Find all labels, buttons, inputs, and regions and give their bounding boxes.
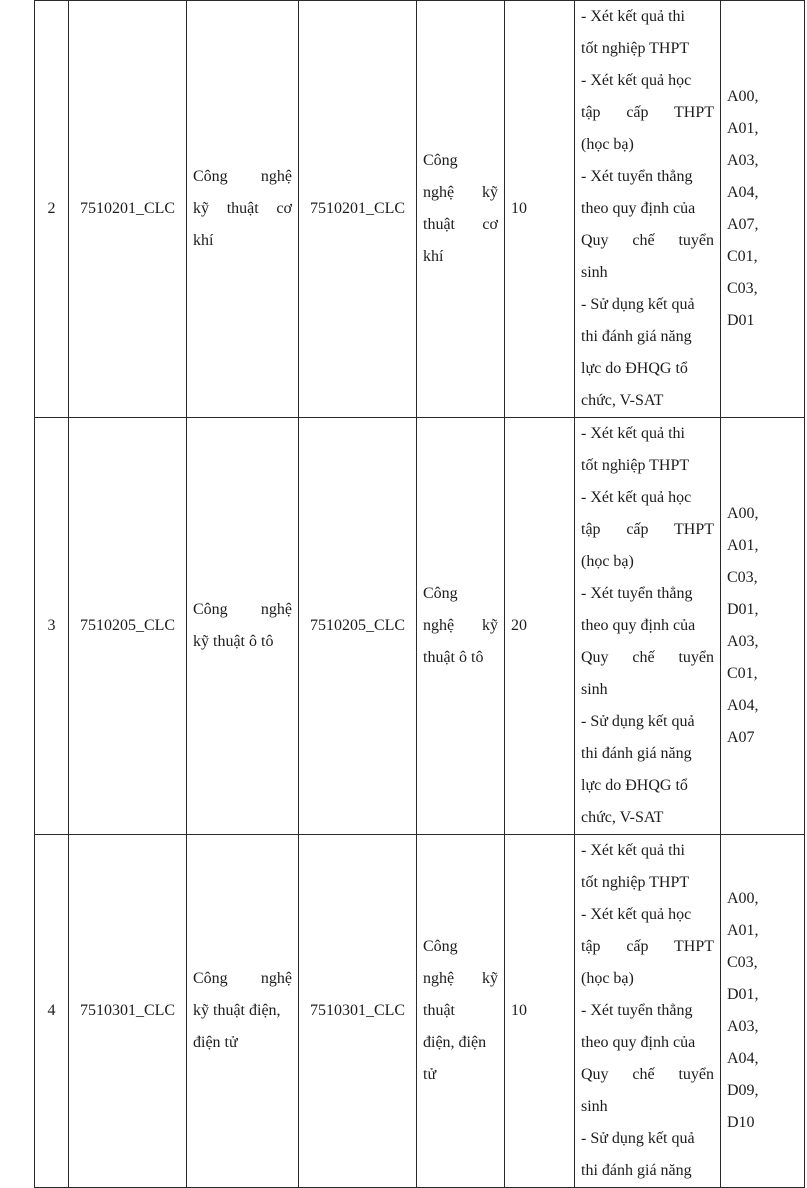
subject-combinations-cell-line: A03,	[727, 1018, 759, 1035]
admission-methods-cell-line: (học bạ)	[581, 136, 634, 153]
major-name-cell-line: kỹ thuật cơ	[193, 200, 292, 217]
admission-methods-cell-line: sinh	[581, 681, 608, 698]
program-name-cell-line: khí	[423, 248, 444, 265]
program-name-cell	[417, 835, 505, 1188]
admission-methods-cell-line: tập cấp THPT	[581, 104, 714, 121]
admission-methods-cell-line: thi đánh giá năng	[581, 1162, 692, 1179]
subject-combinations-cell-line: A01,	[727, 537, 759, 554]
major-name-cell	[187, 835, 299, 1188]
admission-methods-cell-line: Quy chế tuyển	[581, 232, 714, 249]
subject-combinations-cell-line: D01,	[727, 986, 759, 1003]
admission-methods-cell-line: - Xét tuyển thẳng	[581, 585, 693, 602]
row-number-cell: 2	[35, 1, 69, 418]
admission-methods-cell	[575, 835, 721, 1188]
major-code-cell: 7510205_CLC	[69, 418, 187, 835]
program-name-cell-line: Công	[423, 585, 458, 602]
major-name-cell-line: Công nghệ	[193, 970, 292, 987]
program-name-cell-line: thuật	[423, 1002, 455, 1019]
subject-combinations-cell-line: A04,	[727, 697, 759, 714]
admission-methods-cell-line: tốt nghiệp THPT	[581, 457, 690, 474]
program-name-cell-line: thuật ô tô	[423, 649, 484, 666]
major-code-cell: 7510201_CLC	[69, 1, 187, 418]
admission-methods-cell-line: chức, V-SAT	[581, 392, 664, 409]
major-name-cell-line: Công nghệ	[193, 601, 292, 618]
admission-methods-cell-line: theo quy định của	[581, 200, 696, 217]
admission-methods-cell-line: - Sử dụng kết quả	[581, 713, 695, 730]
admission-methods-cell-line: - Xét kết quả thi	[581, 8, 685, 25]
subject-combinations-cell-line: D01,	[727, 601, 759, 618]
row-number-cell: 3	[35, 418, 69, 835]
subject-combinations-cell-line: A04,	[727, 184, 759, 201]
quota-cell: 10	[505, 1, 575, 418]
program-name-cell-line: tử	[423, 1066, 437, 1083]
table-row	[35, 1, 805, 418]
admission-methods-cell-line: - Xét tuyển thẳng	[581, 1002, 693, 1019]
program-name-cell-line: nghệ kỹ	[423, 970, 498, 987]
admission-table	[34, 0, 805, 1188]
admission-methods-cell-line: - Sử dụng kết quả	[581, 296, 695, 313]
admission-methods-cell-line: tốt nghiệp THPT	[581, 40, 690, 57]
admission-methods-cell-line: sinh	[581, 1098, 608, 1115]
admission-methods-cell-line: thi đánh giá năng	[581, 328, 692, 345]
subject-combinations-cell	[721, 835, 805, 1188]
admission-methods-cell-line: - Xét kết quả học	[581, 489, 692, 506]
program-name-cell-line: thuật cơ	[423, 216, 498, 233]
admission-methods-cell-line: Quy chế tuyển	[581, 649, 714, 666]
quota-cell: 20	[505, 418, 575, 835]
subject-combinations-cell-line: A03,	[727, 152, 759, 169]
admission-methods-cell-line: sinh	[581, 264, 608, 281]
admission-methods-cell	[575, 1, 721, 418]
admission-methods-cell-line: tốt nghiệp THPT	[581, 874, 690, 891]
program-code-cell: 7510301_CLC	[299, 835, 417, 1188]
admission-methods-cell-line: - Xét kết quả học	[581, 72, 692, 89]
subject-combinations-cell	[721, 1, 805, 418]
subject-combinations-cell-line: A01,	[727, 922, 759, 939]
subject-combinations-cell-line: C01,	[727, 248, 758, 265]
subject-combinations-cell-line: C03,	[727, 954, 758, 971]
subject-combinations-cell-line: A00,	[727, 88, 759, 105]
admission-methods-cell-line: - Xét kết quả thi	[581, 425, 685, 442]
program-name-cell-line: Công	[423, 938, 458, 955]
program-code-cell: 7510201_CLC	[299, 1, 417, 418]
admission-methods-cell-line: chức, V-SAT	[581, 809, 664, 826]
subject-combinations-cell	[721, 418, 805, 835]
admission-methods-cell-line: thi đánh giá năng	[581, 745, 692, 762]
major-name-cell-line: kỹ thuật điện,	[193, 1002, 281, 1019]
subject-combinations-cell-line: A01,	[727, 120, 759, 137]
major-name-cell-line: Công nghệ	[193, 168, 292, 185]
subject-combinations-cell-line: D10	[727, 1114, 755, 1131]
subject-combinations-cell-line: C03,	[727, 280, 758, 297]
admission-methods-cell-line: - Sử dụng kết quả	[581, 1130, 695, 1147]
program-name-cell-line: điện, điện	[423, 1034, 487, 1051]
program-name-cell-line: nghệ kỹ	[423, 184, 498, 201]
table-row	[35, 835, 805, 1188]
admission-methods-cell-line: - Xét kết quả thi	[581, 842, 685, 859]
program-code-cell: 7510205_CLC	[299, 418, 417, 835]
admission-methods-cell-line: lực do ĐHQG tổ	[581, 360, 688, 377]
major-name-cell	[187, 1, 299, 418]
admission-methods-cell-line: theo quy định của	[581, 617, 696, 634]
admission-methods-cell-line: Quy chế tuyển	[581, 1066, 714, 1083]
subject-combinations-cell-line: A07,	[727, 216, 759, 233]
admission-methods-cell-line: tập cấp THPT	[581, 521, 714, 538]
admission-methods-cell-line: (học bạ)	[581, 970, 634, 987]
major-name-cell	[187, 418, 299, 835]
subject-combinations-cell-line: C03,	[727, 569, 758, 586]
admission-methods-cell-line: tập cấp THPT	[581, 938, 714, 955]
major-name-cell-line: khí	[193, 232, 214, 249]
admission-methods-cell-line: - Xét kết quả học	[581, 906, 692, 923]
admission-methods-cell	[575, 418, 721, 835]
program-name-cell-line: Công	[423, 152, 458, 169]
table-row	[35, 418, 805, 835]
admission-methods-cell-line: lực do ĐHQG tổ	[581, 777, 688, 794]
row-number-cell: 4	[35, 835, 69, 1188]
admission-methods-cell-line: (học bạ)	[581, 553, 634, 570]
subject-combinations-cell-line: A00,	[727, 505, 759, 522]
quota-cell: 10	[505, 835, 575, 1188]
program-name-cell	[417, 1, 505, 418]
major-code-cell: 7510301_CLC	[69, 835, 187, 1188]
admission-methods-cell-line: - Xét tuyển thẳng	[581, 168, 693, 185]
subject-combinations-cell-line: A00,	[727, 890, 759, 907]
subject-combinations-cell-line: D01	[727, 312, 755, 329]
subject-combinations-cell-line: C01,	[727, 665, 758, 682]
subject-combinations-cell-line: A04,	[727, 1050, 759, 1067]
program-name-cell	[417, 418, 505, 835]
major-name-cell-line: kỹ thuật ô tô	[193, 633, 274, 650]
admission-methods-cell-line: theo quy định của	[581, 1034, 696, 1051]
major-name-cell-line: điện tử	[193, 1034, 238, 1051]
subject-combinations-cell-line: D09,	[727, 1082, 759, 1099]
program-name-cell-line: nghệ kỹ	[423, 617, 498, 634]
subject-combinations-cell-line: A07	[727, 729, 755, 746]
subject-combinations-cell-line: A03,	[727, 633, 759, 650]
